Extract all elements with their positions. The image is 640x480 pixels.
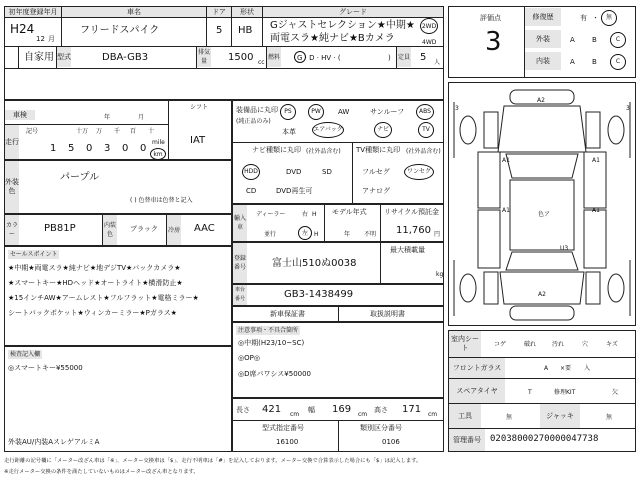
width-cm: cm <box>358 411 368 418</box>
left-rear-fender <box>484 272 498 304</box>
import-left-circle: 左 <box>298 226 312 240</box>
recycle-value: 11,760 <box>396 225 431 236</box>
inspection-label: 車検 <box>5 110 35 120</box>
seat-item-2: 汚れ <box>552 341 565 348</box>
glass-a: A <box>544 365 549 372</box>
max-load-kg: kg <box>436 271 444 278</box>
import-right: 右 <box>302 211 309 218</box>
navi-hdd-circle: HDD <box>242 164 260 180</box>
windshield <box>506 154 578 178</box>
tools-label: 工具 <box>449 404 481 428</box>
model-year-label: モデル年式 <box>332 208 367 216</box>
equip-tv-circle: TV <box>418 122 434 138</box>
seat-label: 室内シート <box>449 331 481 357</box>
color-code: PB81P <box>44 223 76 234</box>
bottom-note: 外装AU/内装AスレゲアルミA <box>8 438 100 446</box>
insp-year: 年 <box>104 114 111 121</box>
car-name: フリードスパイク <box>80 25 160 36</box>
manual: 取扱説明書 <box>370 310 405 318</box>
right-rear-fender <box>586 272 600 304</box>
equip-sunroof: サンルーフ <box>370 108 405 116</box>
import-label: 輸入車 <box>233 205 247 241</box>
ext-a: A <box>570 36 575 44</box>
ac-label: 冷房 <box>167 215 181 245</box>
inspector-line-0: ◎スマートキー¥55000 <box>8 364 83 372</box>
chassis-label: 車台番号 <box>233 285 247 305</box>
footer-line-0: 走行距離の記号欄に「メーター改ざん車は「※」、メーター交換車は「$」、走行不明車は「#」を記入しております。メーター交換で合算表示した場合にも「$」は記入します。 <box>4 458 422 464</box>
jack-value: 無 <box>606 414 613 421</box>
km-circle: km <box>150 148 166 160</box>
ext-b: B <box>592 36 597 44</box>
repair-no-circle: 無 <box>601 10 617 26</box>
glass-label: フロントガラス <box>449 358 505 378</box>
navi-dvd: DVD <box>286 168 302 176</box>
rear-bumper <box>510 306 574 320</box>
int-a: A <box>570 58 575 66</box>
ac-value: AAC <box>194 223 215 234</box>
digit-4: 0 <box>122 143 129 154</box>
chassis-number: GB3-1438499 <box>284 289 354 300</box>
tire-lf <box>460 116 476 144</box>
recycle-yen: 円 <box>434 231 441 238</box>
shift: IAT <box>190 135 206 146</box>
caution-label: 注意事項・不具合箇所 <box>238 327 299 334</box>
tailgate <box>500 272 584 304</box>
interior-label: 内装 <box>525 52 561 70</box>
doors: 5 <box>216 25 223 36</box>
designation-label: 型式指定番号 <box>262 424 304 432</box>
repair-yes: 有 <box>580 14 587 22</box>
equipment-sub: (純正品のみ) <box>236 118 271 125</box>
unit-1: 万 <box>96 128 103 135</box>
length-cm: cm <box>290 411 300 418</box>
left-rear-door <box>478 210 500 268</box>
diag-a2-top: A2 <box>537 97 545 104</box>
diag-a1-left2: A1 <box>502 207 510 214</box>
recycle-label: リサイクル預託金 <box>384 208 440 216</box>
repair-label: 修復歴 <box>525 8 561 26</box>
diag-a1-right: A1 <box>592 157 600 164</box>
color-value: パープル <box>60 172 100 183</box>
caution-line-1: ◎OP◎ <box>238 354 260 362</box>
displacement-label: 排気量 <box>197 49 210 65</box>
navi-cd: CD <box>246 187 257 195</box>
navi-sub: (社外品含む) <box>306 148 341 155</box>
grade-line1: Gジャストセレクション★中期★ <box>270 20 415 31</box>
exterior-label: 外装 <box>525 30 561 48</box>
diag-a2-bottom: A2 <box>538 291 546 298</box>
tv-oneseg-circle: ワンセグ <box>404 164 434 180</box>
navi-header: ナビ種類に丸印 <box>252 146 301 154</box>
spare-t: T <box>528 389 532 396</box>
diag-3-left: 3 <box>455 105 459 112</box>
model: DBA-GB3 <box>102 52 149 63</box>
drive-4wd: 4WD <box>422 39 437 46</box>
digits-label: 記号 <box>26 128 39 135</box>
shift-label: シフト <box>190 104 209 111</box>
height: 171 <box>402 404 422 415</box>
seat-item-4: キズ <box>606 341 618 348</box>
unit-2: 千 <box>114 128 121 135</box>
reg-month-suffix: 月 <box>48 35 55 43</box>
reg-year-label: 初年度登録年月 <box>5 7 61 17</box>
tire-rf <box>608 116 624 144</box>
left-front-fender <box>484 112 498 148</box>
cc-unit: cc <box>258 59 265 66</box>
navi-sd: SD <box>322 168 332 176</box>
seat-item-0: コゲ <box>494 341 507 348</box>
left-front-door <box>478 152 500 208</box>
new-warranty: 新車保証書 <box>270 310 305 318</box>
color-code-label: カラー <box>5 215 19 245</box>
fuel: G · D · HV · ( <box>297 54 341 62</box>
digit-3: 3 <box>104 143 111 154</box>
diag-a1-right2: A1 <box>592 207 600 214</box>
shape-label: 形状 <box>232 7 262 17</box>
hood <box>498 106 586 152</box>
capacity-unit: 人 <box>434 59 441 66</box>
int-c-circle: C <box>610 54 626 70</box>
right-rear-door <box>584 210 606 268</box>
drive-2wd-circle: 2WD <box>420 18 438 34</box>
color-label: 外装色 <box>5 161 19 213</box>
spare-missing: 欠 <box>612 389 619 396</box>
equip-airbag-circle: エアバック <box>312 122 344 138</box>
spare-kit: 修理KIT <box>554 389 576 396</box>
diag-color: 色ア <box>538 211 551 218</box>
category-label: 類別区分番号 <box>360 424 402 432</box>
capacity-label: 定員 <box>397 47 411 67</box>
digit-0: 1 <box>50 143 57 154</box>
model-year-h: 年 <box>344 231 351 238</box>
height-label: 高さ <box>374 406 388 414</box>
tv-fullseg: フルセグ <box>362 168 390 176</box>
tire-rr <box>608 274 624 302</box>
grade-line2: 両電スラ★純ナビ★Bカメラ <box>270 33 395 44</box>
interior-color: ブラック <box>130 225 158 233</box>
use-type: 自家用 <box>24 52 54 63</box>
interior-color-label: 内装色 <box>103 215 117 245</box>
navi-dvd-play: DVD再生可 <box>276 187 313 195</box>
equip-aw: AW <box>338 108 350 116</box>
color-note: ( ) 色替車は色替と記入 <box>130 197 193 204</box>
capacity: 5 <box>420 52 427 63</box>
caution-line-2: ◎D席パワシス¥50000 <box>238 370 312 378</box>
digit-1: 5 <box>68 143 75 154</box>
digit-5: 0 <box>140 143 147 154</box>
ext-c-circle: C <box>610 32 626 48</box>
unit-3: 百 <box>130 128 137 135</box>
glass-in: 入 <box>584 365 591 372</box>
diag-a1-left: A1 <box>502 157 510 164</box>
digit-2: 0 <box>86 143 93 154</box>
diag-3-right: 3 <box>626 105 630 112</box>
score-label: 評価点 <box>480 14 501 22</box>
max-load-label: 最大積載量 <box>390 246 425 254</box>
tv-header: TV種類に丸印 <box>356 146 401 154</box>
mgmt-number: 02038000270000047738 <box>490 434 599 444</box>
width: 169 <box>332 404 352 415</box>
right-front-fender <box>586 112 600 148</box>
doors-label: ドア <box>207 7 231 17</box>
model-year-unknown: 不明 <box>364 231 377 238</box>
reg-number: 富士山510ぬ0038 <box>272 258 357 269</box>
car-name-label: 車名 <box>62 7 206 17</box>
footer-line-1: ※走行メーター交換の条件を満たしていないものはメーター改ざん車となります。 <box>4 469 199 475</box>
seat-item-1: 破れ <box>524 341 537 348</box>
mgmt-label: 管理番号 <box>449 429 485 451</box>
tv-analog: アナログ <box>362 187 390 195</box>
equip-navi-circle: ナビ <box>374 122 392 138</box>
import-dealer: ディーラー <box>256 211 286 218</box>
jack-label: ジャッキ <box>540 404 580 428</box>
sales-line-1: ★スマートキー★HDヘッド★オートライト★横滑防止★ <box>8 279 183 287</box>
tire-lr <box>460 274 476 302</box>
model-label: 型式 <box>57 47 71 67</box>
equip-ps-circle: PS <box>280 104 296 120</box>
tools-value: 無 <box>506 414 513 421</box>
sales-points-label: セールスポイント <box>10 251 58 258</box>
rear-glass <box>506 252 578 270</box>
designation: 16100 <box>276 438 299 446</box>
diag-u3: U3 <box>560 245 569 252</box>
color-box <box>4 160 232 214</box>
spare-label: スペアタイヤ <box>449 379 505 403</box>
insp-month: 月 <box>138 114 145 121</box>
sales-line-2: ★15インチAW★アームレスト★フルフラット★電格ミラー★ <box>8 294 199 302</box>
seat-item-3: 穴 <box>582 341 589 348</box>
unit-4: 十 <box>148 128 155 135</box>
displacement: 1500 <box>228 52 254 63</box>
fuel-label: 燃料 <box>267 47 281 67</box>
glass-need: ×要 <box>560 365 572 372</box>
width-label: 幅 <box>308 406 315 414</box>
sales-line-0: ★中期★両電スラ★純ナビ★地デジTV★バックカメラ★ <box>8 264 181 272</box>
tv-sub: (社外品含む) <box>406 148 441 155</box>
reg-year: H24 <box>10 22 35 36</box>
import-parallel: 並行 <box>264 231 277 238</box>
height-cm: cm <box>428 411 438 418</box>
equip-leather: 本革 <box>282 128 296 136</box>
equipment-label: 装備品に丸印 <box>236 106 278 114</box>
reg-number-label: 登録番号 <box>233 243 247 283</box>
import-h1: H <box>312 211 317 218</box>
equip-pw-circle: PW <box>308 104 324 120</box>
inspector-label: 検査記入欄 <box>10 351 41 358</box>
category: 0106 <box>382 438 400 446</box>
inspector-box <box>4 346 232 452</box>
length-label: 長さ <box>236 406 250 414</box>
shape: HB <box>238 25 253 36</box>
caution-line-0: ◎中期(H23/10~SC) <box>238 339 305 347</box>
import-h2: H <box>314 231 319 238</box>
sales-line-3: シートバックポケット★ウィンカーミラー★Pガラス★ <box>8 309 177 317</box>
mile-unit: mile <box>152 139 165 146</box>
length: 421 <box>262 404 282 415</box>
unit-0: 十万 <box>76 128 89 135</box>
grade-label: グレード <box>263 7 443 17</box>
reg-month: 12 <box>36 35 45 43</box>
fuel-close: ) <box>388 54 391 62</box>
score: 3 <box>485 27 502 57</box>
equip-abs-circle: ABS <box>416 104 434 120</box>
int-b: B <box>592 58 597 66</box>
travel-label: 走行 <box>5 125 19 159</box>
